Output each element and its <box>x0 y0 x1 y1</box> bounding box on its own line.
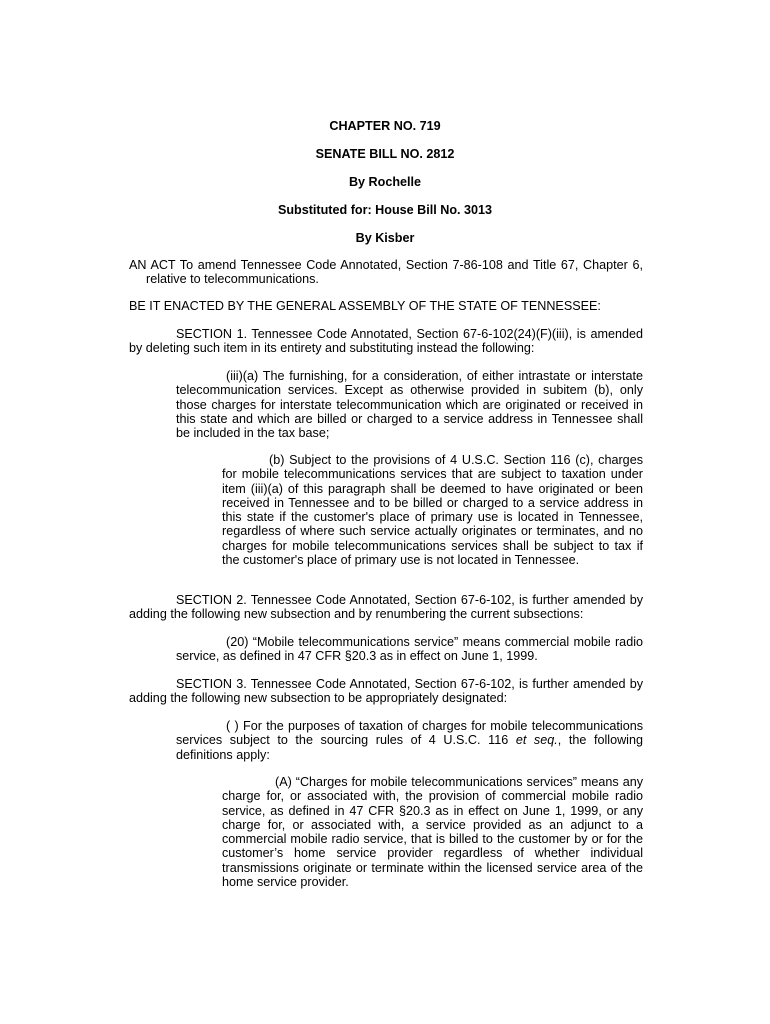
item-iii-a: (iii)(a) The furnishing, for a consideration, of either intrastate or interstate telecommunication services. Except as otherwise provided in subitem (b), only those charges for interstate telecommunication which are originated or received in this state and which are billed or charged to a service address in Tennessee shall be included in the tax base; <box>176 369 643 441</box>
cosponsor-name: By Kisber <box>355 231 415 245</box>
enacting-clause: BE IT ENACTED BY THE GENERAL ASSEMBLY OF THE STATE OF TENNESSEE: <box>129 299 601 313</box>
act-title: AN ACT To amend Tennessee Code Annotated, Section 7-86-108 and Title 67, Chapter 6, relative to telecommunications. <box>129 258 643 287</box>
substituted-for-line: Substituted for: House Bill No. 3013 <box>277 203 493 217</box>
section-2: SECTION 2. Tennessee Code Annotated, Section 67-6-102, is further amended by adding the following new subsection and by renumbering the current subsections: <box>129 593 643 622</box>
item-20: (20) “Mobile telecommunications service” means commercial mobile radio service, as defined in 47 CFR §20.3 as in effect on June 1, 1999. <box>176 635 643 664</box>
item-definitions-text: ( ) For the purposes of taxation of charges for mobile telecommunications services subject to the sourcing rules of 4 U.S.C. 116 <box>176 719 643 748</box>
sponsor-name: By Rochelle <box>348 175 422 189</box>
item-b: (b) Subject to the provisions of 4 U.S.C. Section 116 (c), charges for mobile telecommunications services that are subject to taxation under item (iii)(a) of this paragraph shall be deemed to have originated or been received in Tennessee and to be billed or charged to a service address in this state if the customer's place of primary use is located in Tennessee, regardless of where such service actually originates or terminates, and no charges for mobile telecommunications services shall be subject to tax if the customer's place of primary use is not located in Tennessee. <box>222 453 643 568</box>
et-seq: et seq. <box>515 733 558 748</box>
section-1: SECTION 1. Tennessee Code Annotated, Section 67-6-102(24)(F)(iii), is amended by deleting such item in its entirety and substituting instead the following: <box>129 327 643 356</box>
chapter-number: CHAPTER NO. 719 <box>329 119 441 133</box>
item-A: (A) “Charges for mobile telecommunications services” means any charge for, or associated with, the provision of commercial mobile radio service, as defined in 47 CFR §20.3 as in effect on June 1, 1999, or any charge for, or associated with, a service provided as an adjunct to a commercial mobile radio service, that is billed to the customer by or for the customer’s home service provider regardless of whether individual transmissions originate or terminate within the licensed service area of the home service provider. <box>222 775 643 890</box>
item-definitions-tail: , the following definitions apply: <box>176 733 643 762</box>
senate-bill-number: SENATE BILL NO. 2812 <box>315 147 455 161</box>
item-definitions-intro <box>176 719 643 762</box>
section-3: SECTION 3. Tennessee Code Annotated, Section 67-6-102, is further amended by adding the following new subsection to be appropriately designated: <box>129 677 643 706</box>
